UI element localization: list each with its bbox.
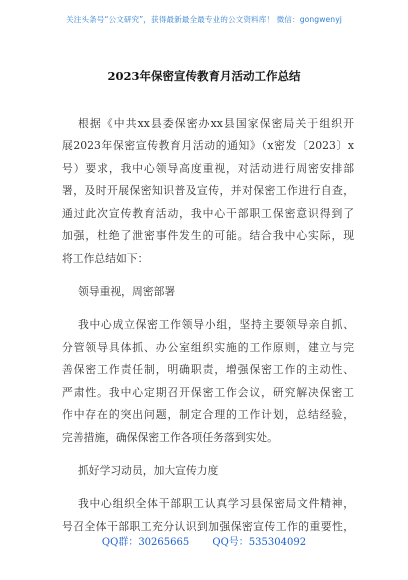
paragraph-1-line: 展2023年保密宣传教育月活动的通知》（x密发〔2023〕x (62, 139, 354, 152)
paragraph-2-line: 严肃性。我中心定期召开保密工作会议，研究解决保密工 (62, 386, 354, 399)
paragraph-2-line: 善保密工作责任制，明确职责，增强保密工作的主动性、 (62, 363, 354, 376)
paragraph-1-line: 号）要求，我中心领导高度重视，对活动进行周密安排部 (62, 162, 354, 175)
paragraph-3-line: 我中心组织全体干部职工认真学习县保密局文件精神， (78, 497, 354, 510)
document-title: 2023年保密宣传教育月活动工作总结 (107, 69, 301, 83)
paragraph-2-line: 完善措施，确保保密工作各项任务落到实处。 (62, 431, 278, 444)
paragraph-1-line: 署，及时开展保密知识普及宣传，并对保密工作进行自查， (62, 184, 354, 197)
paragraph-1-line: 加强，杜绝了泄密事件发生的可能。结合我中心实际，现 (62, 229, 354, 242)
top-banner: 关注头条号“公文研究”，获得最新最全最专业的公文资料库！ 微信：gongwenyj (66, 15, 342, 24)
qq-group-label: QQ群：30265665 (101, 537, 190, 548)
section-heading-1: 领导重视，周密部署 (78, 285, 176, 298)
qq-number-label: QQ号：535304092 (212, 537, 307, 548)
paragraph-1-line: 将工作总结如下： (62, 252, 149, 265)
paragraph-2-line: 我中心成立保密工作领导小组，坚持主要领导亲自抓、 (78, 318, 354, 331)
paragraph-1-line: 根据《中共xx县委保密办xx县国家保密局关于组织开 (78, 117, 354, 130)
paragraph-2-line: 分管领导具体抓、办公室组织实施的工作原则，建立与完 (62, 341, 354, 354)
paragraph-2-line: 作中存在的突出问题，制定合理的工作计划，总结经验， (62, 408, 354, 421)
section-heading-2: 抓好学习动员，加大宣传力度 (78, 464, 219, 477)
paragraph-3-line: 号召全体干部职工充分认识到加强保密宣传工作的重要性， (62, 520, 354, 533)
paragraph-1-line: 通过此次宣传教育活动，我中心干部职工保密意识得到了 (62, 207, 354, 220)
footer-contact (0, 533, 408, 548)
